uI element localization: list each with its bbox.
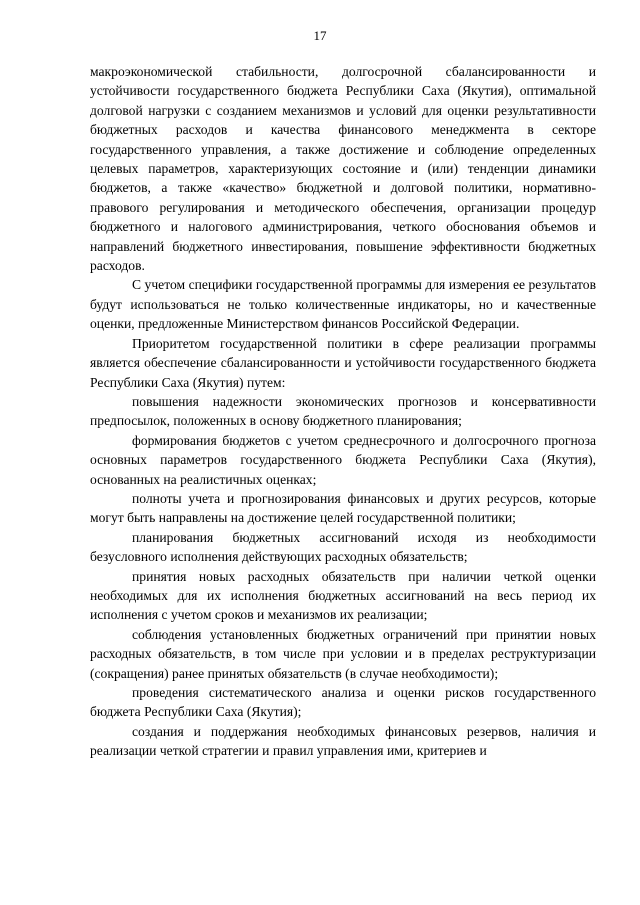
page-number: 17 [313, 28, 327, 43]
list-item-forecast-reliability: повышения надежности экономических прогнозов и консервативности предпосылок, положенных в основу бюджетного планирования; [90, 393, 596, 429]
paragraph-indicators: С учетом специфики государственной программы для измерения ее результатов будут использоваться не только количественные индикаторы, но и качественные оценки, предложенные Министерством финансов Российской Федерации. [90, 277, 596, 332]
document-body [90, 62, 596, 761]
list-item-budget-limits: соблюдения установленных бюджетных ограничений при принятии новых расходных обязательств, в том числе при условии и в пределах реструктуризации (сокращения) ранее принятых обязательств (в случае необходимости); [90, 626, 596, 681]
list-item-new-obligations: принятия новых расходных обязательств при наличии четкой оценки необходимых для их исполнения бюджетных ассигнований на весь период их исполнения с учетом сроков и механизмов их реализации; [90, 568, 596, 623]
paragraph-continuation: макроэкономической стабильности, долгосрочной сбалансированности и устойчивости государственного бюджета Республики Саха (Якутия), оптимальной долговой нагрузки с созданием механизмов и условий для оценки результативности бюджетных расходов и качества финансового менеджмента в секторе государственного управления, а также достижение и соблюдение определенных целевых параметров, характеризующих состояние и (или) тенденции динамики бюджетов, а также «качество» бюджетной и долговой политики, нормативно-правового регулирования и методического обеспечения, организации процедур бюджетного и налогового администрирования, четкого обоснования объемов и направлений бюджетного инвестирования, повышение эффективности бюджетных расходов. [90, 64, 596, 274]
list-item-financial-reserves: создания и поддержания необходимых финансовых резервов, наличия и реализации четкой стратегии и правил управления ими, критериев и [90, 723, 596, 759]
list-item-risk-analysis: проведения систематического анализа и оценки рисков государственного бюджета Республики Саха (Якутия); [90, 685, 596, 720]
paragraph-priority: Приоритетом государственной политики в сфере реализации программы является обеспечение сбалансированности и устойчивости государственного бюджета Республики Саха (Якутия) путем: [90, 335, 596, 390]
list-item-allocation-planning: планирования бюджетных ассигнований исходя из необходимости безусловного исполнения действующих расходных обязательств; [90, 529, 596, 565]
list-item-budget-formation: формирования бюджетов с учетом среднесрочного и долгосрочного прогноза основных параметров государственного бюджета Республики Саха (Якутия), основанных на реалистичных оценках; [90, 432, 596, 487]
list-item-resource-accounting: полноты учета и прогнозирования финансовых и других ресурсов, которые могут быть направлены на достижение целей государственной политики; [90, 490, 596, 526]
